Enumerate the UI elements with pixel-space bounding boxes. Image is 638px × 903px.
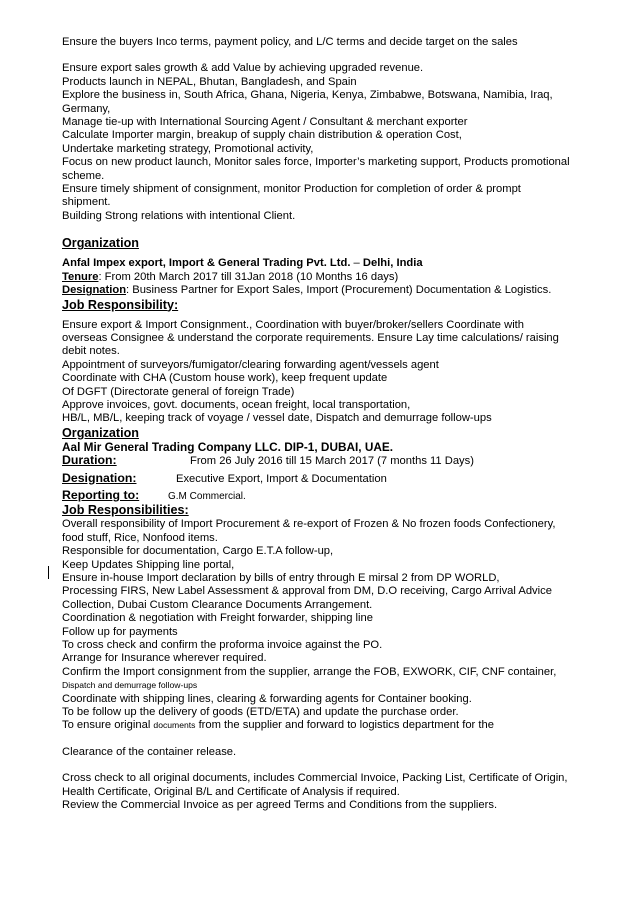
org1-tenure-value: : From 20th March 2017 till 31Jan 2018 (10 Months 16 days) bbox=[98, 270, 399, 283]
resp-line: Keep Updates Shipping line portal, bbox=[62, 558, 235, 571]
org1-tenure-label: Tenure bbox=[62, 270, 99, 283]
text-line: Focus on new product launch, Monitor sales force, Importer’s marketing support, Products promotional bbox=[62, 156, 570, 169]
org2-duration-line bbox=[62, 454, 622, 468]
text-line: Explore the business in, South Africa, Ghana, Nigeria, Kenya, Zimbabwe, Botswana, Namibia, Iraq, bbox=[62, 89, 553, 102]
resp-line: Overall responsibility of Import Procurement & re-export of Frozen & No frozen foods Confectionery, bbox=[62, 518, 556, 531]
org1-tenure-line bbox=[62, 271, 622, 284]
org2-resp-original-line bbox=[62, 719, 622, 732]
resp-line: Review the Commercial Invoice as per agreed Terms and Conditions from the suppliers. bbox=[62, 799, 498, 812]
resp-line: Arrange for Insurance wherever required. bbox=[62, 652, 267, 665]
org1-designation-line bbox=[62, 284, 622, 297]
org2-resp-original-post: from the supplier and forward to logistics department for the bbox=[195, 719, 494, 732]
org2-resp-list-b bbox=[62, 693, 622, 720]
resp-line: food stuff, Rice, Nonfood items. bbox=[62, 531, 218, 544]
resp-line: Collection, Dubai Custom Clearance Documents Arrangement. bbox=[62, 598, 373, 611]
org2-reporting-line bbox=[62, 489, 622, 503]
org1-company-sep: – bbox=[350, 257, 363, 270]
org2-reporting-label: Reporting to: bbox=[62, 487, 140, 502]
org2-duration-label: Duration: bbox=[62, 453, 117, 468]
text-line: Building Strong relations with intentional Client. bbox=[62, 209, 296, 222]
document-page bbox=[62, 36, 622, 813]
resp-line: Of DGFT (Directorate general of foreign Trade) bbox=[62, 385, 295, 398]
org2-heading: Organization bbox=[62, 425, 139, 440]
org2-resp-list-a bbox=[62, 518, 622, 679]
text-line: Ensure export sales growth & add Value by achieving upgraded revenue. bbox=[62, 62, 424, 75]
resp-line: Coordinate with CHA (Custom house work), keep frequent update bbox=[62, 372, 388, 385]
org2-duration-value: From 26 July 2016 till 15 March 2017 (7 months 11 Days) bbox=[190, 455, 474, 468]
resp-line: Confirm the Import consignment from the supplier, arrange the FOB, EXWORK, CIF, CNF container, bbox=[62, 665, 557, 678]
resp-line: Ensure export & Import Consignment., Coordination with buyer/broker/sellers Coordinate with bbox=[62, 318, 525, 331]
text-line: Ensure timely shipment of consignment, monitor Production for completion of order & prompt bbox=[62, 183, 521, 196]
org2-designation-line bbox=[62, 472, 622, 486]
resp-line: Appointment of surveyors/fumigator/clearing forwarding agent/vessels agent bbox=[62, 358, 439, 371]
resp-line: Coordination & negotiation with Freight forwarder, shipping line bbox=[62, 612, 373, 625]
org2-resp-original-small: documents bbox=[153, 720, 196, 731]
org2-designation-label: Designation: bbox=[62, 470, 137, 485]
resp-line: Approve invoices, govt. documents, ocean freight, local transportation, bbox=[62, 398, 411, 411]
text-cursor bbox=[48, 566, 49, 579]
org2-resp-list-c bbox=[62, 772, 622, 812]
resp-line: To be follow up the delivery of goods (ETD/ETA) and update the purchase order. bbox=[62, 706, 459, 719]
org2-resp-small-line: Dispatch and demurrage follow-ups bbox=[62, 680, 198, 691]
resp-line: overseas Consignee & understand the corporate requirements. Ensure Lay time calculations/ raising bbox=[62, 331, 559, 344]
resp-line: HB/L, MB/L, keeping track of voyage / vessel date, Dispatch and demurrage follow-ups bbox=[62, 412, 492, 425]
resp-line: Processing FIRS, New Label Assessment & approval from DM, D.O receiving, Cargo Arrival Advice bbox=[62, 585, 552, 598]
org1-company: Anfal Impex export, Import & General Trading Pvt. Ltd. bbox=[62, 257, 351, 270]
org1-company-city: Delhi, India bbox=[362, 257, 423, 270]
resp-line: Cross check to all original documents, includes Commercial Invoice, Packing List, Certificate of Origin, bbox=[62, 772, 568, 785]
org1-resp-heading: Job Responsibility: bbox=[62, 297, 179, 312]
text-line: Products launch in NEPAL, Bhutan, Bangladesh, and Spain bbox=[62, 75, 357, 88]
text-line: Undertake marketing strategy, Promotional activity, bbox=[62, 142, 314, 155]
resp-line: To cross check and confirm the proforma invoice against the PO. bbox=[62, 639, 383, 652]
org1-designation-label: Designation bbox=[62, 284, 127, 297]
text-line: Calculate Importer margin, breakup of supply chain distribution & operation Cost, bbox=[62, 129, 462, 142]
resp-line: Responsible for documentation, Cargo E.T.A follow-up, bbox=[62, 545, 334, 558]
org1-resp-list bbox=[62, 319, 622, 426]
text-line: shipment. bbox=[62, 196, 111, 209]
org2-resp-original-pre: To ensure original bbox=[62, 719, 154, 732]
org2-company: Aal Mir General Trading Company LLC. DIP-1, DUBAI, UAE. bbox=[62, 439, 394, 454]
text-line: Manage tie-up with International Sourcing Agent / Consultant & merchant exporter bbox=[62, 116, 468, 129]
org2-designation-value: Executive Export, Import & Documentation bbox=[176, 472, 387, 485]
org2-resp-heading: Job Responsibilities: bbox=[62, 503, 189, 518]
export-duties-list bbox=[62, 62, 622, 223]
org2-reporting-value: G.M Commercial. bbox=[168, 490, 246, 502]
resp-line: debit notes. bbox=[62, 345, 120, 358]
resp-line: Health Certificate, Original B/L and Certificate of Analysis if required. bbox=[62, 785, 400, 798]
text-line: Germany, bbox=[62, 102, 111, 115]
resp-line: Coordinate with shipping lines, clearing & forwarding agents for Container booking. bbox=[62, 692, 472, 705]
org1-company-line bbox=[62, 257, 622, 270]
text-line: scheme. bbox=[62, 169, 105, 182]
intro-block bbox=[62, 36, 622, 49]
resp-line: Follow up for payments bbox=[62, 625, 178, 638]
org1-designation-value: : Business Partner for Export Sales, Import (Procurement) Documentation & Logistics. bbox=[126, 284, 552, 297]
text-line: Ensure the buyers Inco terms, payment policy, and L/C terms and decide target on the sales bbox=[62, 36, 518, 48]
resp-line: Ensure in-house Import declaration by bills of entry through E mirsal 2 from DP WORLD, bbox=[62, 572, 500, 584]
org2-resp-clearance: Clearance of the container release. bbox=[62, 745, 237, 758]
org1-heading: Organization bbox=[62, 236, 139, 251]
